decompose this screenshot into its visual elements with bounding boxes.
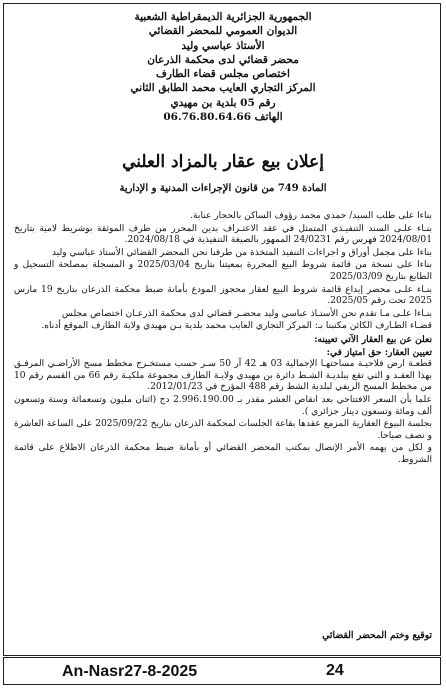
notice-title: إعلان بيع عقار بالمزاد العلني bbox=[122, 152, 324, 172]
paragraph-bailiff: بنـاءا علـى مـا تقدم نحن الأستـاذ عباسي وليد محضـر قضائي لدى محكمة الذرعـان اختصاص مجلس bbox=[61, 308, 432, 319]
paragraph-property-heading: تعيين العقار: حق امتياز في: bbox=[326, 346, 432, 358]
paragraph-office-location: قضـاء الطـارف الكائن مكتبنا بـ: المركز التجاري العايب محمد بلدية بـن مهيدي ولاية الطارف الموقع أدناه. bbox=[41, 321, 432, 332]
paragraph-enforcement-title: بنـاء علـى السند التنفيـذي المتمثل في عقد الاعتـراف بدين المحرر من طرف الموثقة بوشريط لامية بتاريخ 2024/08/01 فهرس رقم 24/0231 الممهور بالصيغة التنفيذية في 2024/08/18. bbox=[14, 223, 432, 246]
header-republic: الجمهورية الجزائرية الديمقراطية الشعبية bbox=[134, 11, 312, 23]
notice-body bbox=[14, 211, 432, 467]
paragraph-requester: بناءا على طلب السيد/ حمدي محمد رؤوف الساكن بالحجار عنابة. bbox=[190, 211, 432, 221]
header-bailiff-name: الأستاذ عباسي وليد bbox=[181, 39, 265, 52]
page-footer bbox=[3, 657, 441, 685]
signature-line: توقيع وختم المحضر القضائي bbox=[322, 630, 432, 641]
paragraph-contact: و لكل من يهمه الأمر الإتصال بمكتب المحضر القضائي أو بأمانة ضبط محكمة الذرعان الاطلاع على قائمة الشروط. bbox=[14, 443, 432, 465]
paragraph-procedures: بناءا على مجمل أوراق و اجراءات التنفيذ المتخذة من طرفنا نحن المحضر القضائي الأستاذ عباسي وليد bbox=[51, 247, 432, 258]
header-office: الديوان العمومي للمحضر القضائي bbox=[148, 25, 298, 38]
header-court: محضر قضائي لدى محكمة الذرعان bbox=[147, 53, 299, 66]
legal-article: المادة 749 من قانون الإجراءات المدنية و الإدارية bbox=[119, 183, 327, 194]
paragraph-opening-price: علما بأن السعر الافتتاحي بعد انقاص العشر مقدر بـ 2.996.190.00 دج (اثنان مليون وتسعمائة وستة وتسعون ألف ومائة وتسعون دينار جزائري ). bbox=[14, 394, 432, 417]
header-phone: الهاتف 06.76.80.64.66 bbox=[163, 111, 283, 124]
header-jurisdiction: اختصاص مجلس قضاء الطارف bbox=[156, 68, 290, 81]
paragraph-announcement: نعلن عن بيع العقار الآتي تعيينه: bbox=[314, 333, 432, 345]
notice-header bbox=[0, 10, 446, 124]
header-municipality: رقم 05 بلدية بن مهيدي bbox=[170, 96, 276, 109]
paragraph-property-description: قطعـة ارض فلاحيـة مساحتهـا الإجمالية 03 هـ 42 آر 50 سـر حسب مستخـرج مخطط مسح الأراضـي المرفـق بهذا العقـد و التي تقع ببلديـة الشـط دائرة بن مهيدي ولايـة الطارف مجموعة ملكيـة رقم 66 من القسم رقم 10 من مخطط المسح الريفي لبلدية الشط رقم 488 المؤرخ في 2012/01/23. bbox=[14, 359, 433, 393]
header-address: المركز التجاري العايب محمد الطابق الثاني bbox=[130, 82, 316, 95]
page-number: 24 bbox=[326, 662, 344, 679]
publication-date: An-Nasr27-8-2025 bbox=[62, 663, 198, 680]
paragraph-conditions-copy: بناءا على نسخة من قائمة شروط البيع المحررة بمعيتنا بتاريخ 2025/03/04 و المسجلة بمصلحة التسجيل و الطابع بتاريخ 2025/03/09 bbox=[14, 260, 432, 282]
paragraph-auction-session: بجلسة البيوع العقارية المزمع عقدها بقاعة الجلسات لمحكمة الذرعان بتاريخ 2025/09/22 على الساعة العاشرة و نصف صباحا. bbox=[14, 419, 433, 441]
paragraph-deposit: بنـاء علـى محضر إيداع قائمة شروط البيع لعقار محجوز المودع بأمانة ضبط محكمة الذرعان بتاريخ 19 مارس 2025 تحت رقم 2025/05. bbox=[14, 284, 432, 307]
